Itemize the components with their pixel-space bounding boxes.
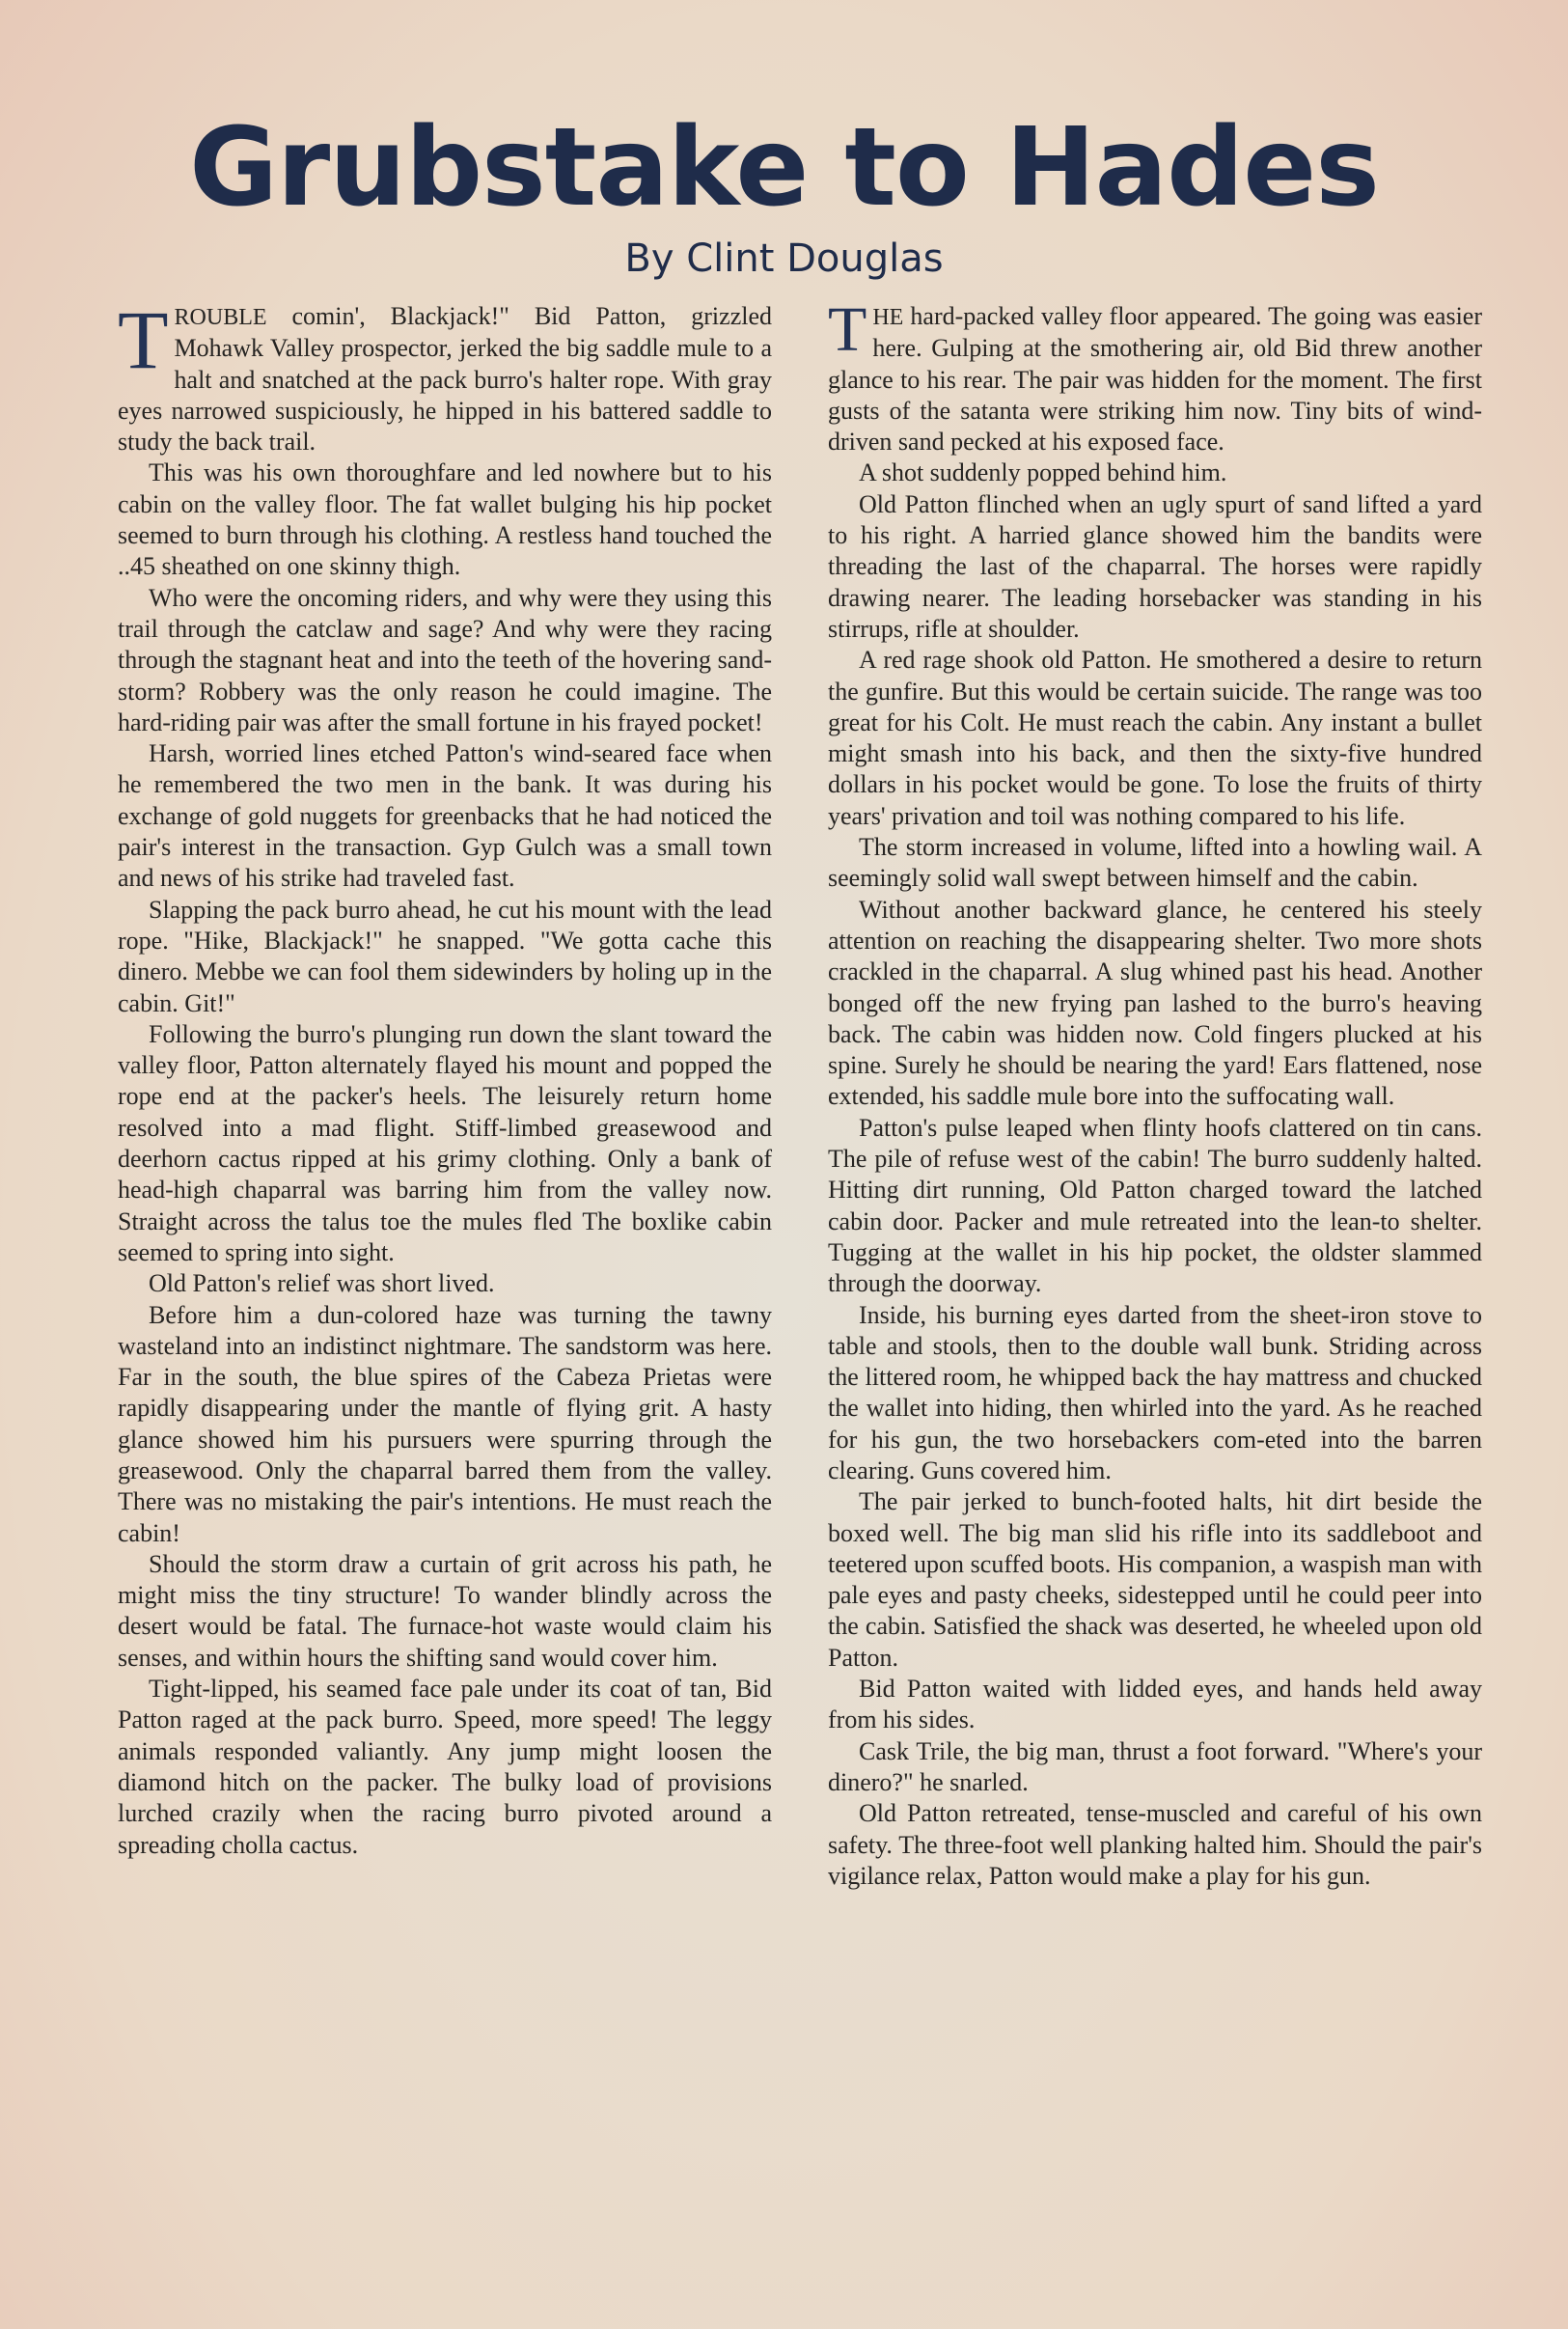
opening-word: HE — [872, 305, 904, 330]
left-column — [118, 293, 772, 1861]
paragraph: Inside, his burning eyes darted from the sheet-iron stove to table and stools, then to the double wall bunk. Striding across the littered room, he whipped back the hay mattress and chucked the wallet into hiding, then whirled into the yard. As he reached for his gun, the two horsebackers com-eted into the barren clearing. Guns covered him. — [828, 1300, 1482, 1484]
paragraph: Tight-lipped, his seamed face pale under its coat of tan, Bid Patton raged at the pack burro. Speed, more speed! The leggy animals responded valiantly. Any jump might loosen the diamond hitch on the packer. The bulky load of provisions lurched crazily when the racing burro pivoted around a spreading cholla cactus. — [118, 1675, 772, 1859]
paragraph: Slapping the pack burro ahead, he cut his mount with the lead rope. "Hike, Blackjack!" he snapped. "We gotta cache this dinero. Mebbe we can fool them sidewinders by holing up in the cabin. Git!" — [118, 895, 772, 1017]
drop-cap: T — [828, 294, 867, 365]
paragraph: This was his own thoroughfare and led nowhere but to his cabin on the valley floor. The fat wallet bulging his hip pocket seemed to burn through his clothing. A restless hand touched the ..45 sheathed on one skinny thigh. — [118, 458, 772, 581]
drop-cap: T — [118, 293, 169, 386]
paragraph: Patton's pulse leaped when flinty hoofs clattered on tin cans. The pile of refuse west of the cabin! The burro suddenly halted. Hitting dirt running, Old Patton charged toward the latched cabin door. Packer and mule retreated into the lean-to shelter. Tugging at the wallet in his hip pocket, the oldster slammed through the doorway. — [828, 1113, 1482, 1298]
opening-text: comin', Blackjack!" Bid Patton, grizzled Mohawk Valley prospector, jerked the big saddle mule to a halt and snatched at the pack burro's halter rope. With gray eyes narrowed suspiciously, he hipped in his battered saddle to study the back trail. — [118, 302, 772, 457]
paragraph: Cask Trile, the big man, thrust a foot forward. "Where's your dinero?" he snarled. — [828, 1736, 1482, 1796]
section-opening-paragraph — [828, 294, 1483, 457]
paragraph: A red rage shook old Patton. He smothered a desire to return the gunfire. But this would be certain suicide. The range was too great for his Colt. He must reach the cabin. Any instant a bullet might smash into his back, and then the sixty-five hundred dollars in his pocket would be gone. To lose the fruits of thirty years' privation and toil was nothing compared to his life. — [828, 646, 1482, 830]
article-title: Grubstake to Hades — [189, 105, 1379, 231]
paragraph: The pair jerked to bunch-footed halts, hit dirt beside the boxed well. The big man slid his rifle into its saddleboot and teetered upon scuffed boots. His companion, a waspish man with pale eyes and pasty cheeks, sidestepped until he could peer into the cabin. Satisfied the shack was deserted, he wheeled upon old Patton. — [828, 1487, 1482, 1672]
paragraph: Old Patton flinched when an ugly spurt of sand lifted a yard to his right. A harried glance showed him the bandits were threading the last of the chaparral. The horses were rapidly drawing nearer. The leading horsebacker was standing in his stirrups, rifle at shoulder. — [828, 489, 1482, 643]
paragraph: Old Patton's relief was short lived. — [149, 1269, 495, 1298]
paragraph: Harsh, worried lines etched Patton's wind-seared face when he remembered the two men in the bank. It was during his exchange of gold nuggets for greenbacks that he had noticed the pair's interest in the transaction. Gyp Gulch was a small town and news of his strike had traveled fast. — [118, 739, 772, 893]
paragraph: Without another backward glance, he centered his steely attention on reaching the disappearing shelter. Two more shots crackled in the chaparral. A slug whined past his head. Another bonged off the new frying pan lashed to the burro's heaving back. The cabin was hidden now. Cold fingers plucked at his spine. Surely he should be nearing the yard! Ears flattened, nose extended, his saddle mule bore into the suffocating wall. — [828, 895, 1482, 1111]
paragraph: Bid Patton waited with lidded eyes, and hands held away from his sides. — [828, 1675, 1482, 1734]
right-column — [828, 294, 1483, 1892]
opening-text: hard-packed valley floor appeared. The going was easier here. Gulping at the smothering air, old Bid threw another glance to his rear. The pair was hidden for the moment. The first gusts of the satanta were striking him now. Tiny bits of wind-driven sand pecked at his exposed face. — [828, 302, 1483, 457]
paragraph: Should the storm draw a curtain of grit across his path, he might miss the tiny structure! To wander blindly across the desert would be fatal. The furnace-hot waste would claim his senses, and within hours the shifting sand would cover him. — [118, 1549, 772, 1672]
paragraph: A shot suddenly popped behind him. — [859, 458, 1227, 487]
opening-word: ROUBLE — [174, 305, 267, 330]
paragraph: Old Patton retreated, tense-muscled and careful of his own safety. The three-foot well planking halted him. Should the pair's vigilance relax, Patton would make a play for his gun. — [828, 1799, 1482, 1890]
paragraph: The storm increased in volume, lifted into a howling wail. A seemingly solid wall swept between himself and the cabin. — [828, 833, 1482, 893]
opening-paragraph — [118, 293, 772, 457]
article-byline: By Clint Douglas — [624, 236, 944, 281]
paragraph: Who were the oncoming riders, and why were they using this trail through the catclaw and sage? And why were they racing through the stagnant heat and into the teeth of the hovering sand-storm? Robbery was the only reason he could imagine. The hard-riding pair was after the small fortune in his frayed pocket! — [118, 583, 772, 736]
paragraph: Before him a dun-colored haze was turning the tawny wasteland into an indistinct nightmare. The sandstorm was here. Far in the south, the blue spires of the Cabeza Prietas were rapidly disappearing under the mantle of flying grit. A hasty glance showed him his pursuers were spurring through the greasewood. Only the chaparral barred them from the valley. There was no mistaking the pair's intentions. He must reach the cabin! — [118, 1300, 772, 1547]
paragraph: Following the burro's plunging run down the slant toward the valley floor, Patton alternately flayed his mount and popped the rope end at the packer's heels. The leisurely return home resolved into a mad flight. Stiff-limbed greasewood and deerhorn cactus ripped at his grimy clothing. Only a bank of head-high chaparral was barring him from the valley now. Straight across the talus toe the mules fled The boxlike cabin seemed to spring into sight. — [118, 1019, 772, 1266]
